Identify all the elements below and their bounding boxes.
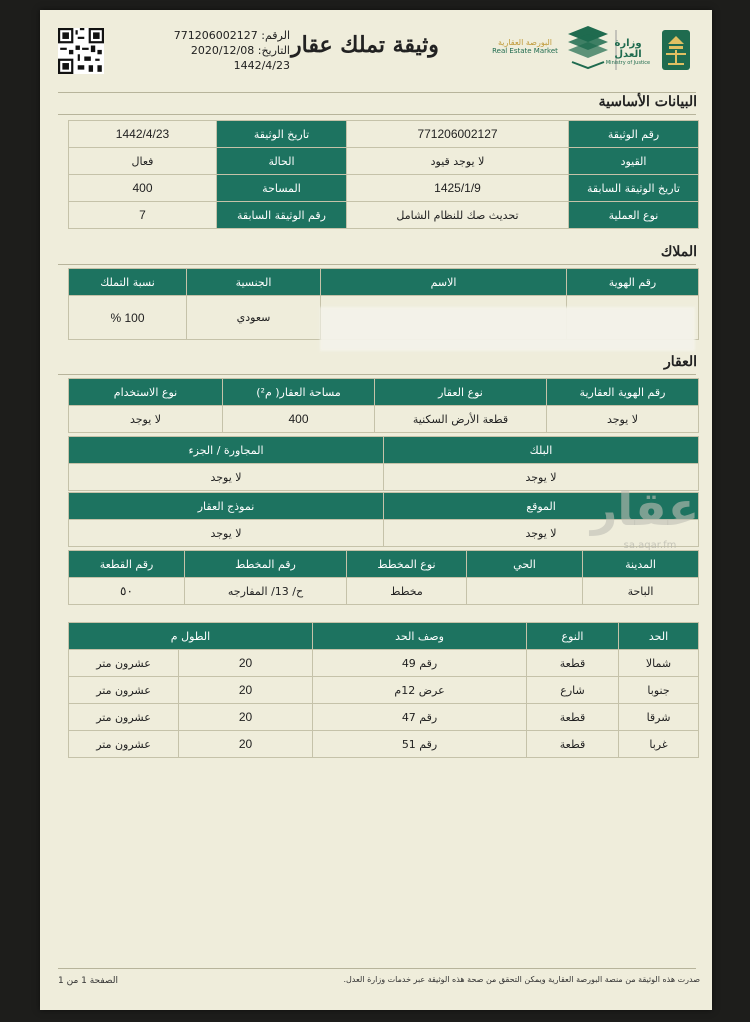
value-cell: ٥٠ xyxy=(69,578,185,605)
column-header: الاسم xyxy=(321,269,567,296)
column-header: نوع المخطط xyxy=(347,551,467,578)
value-cell: 400 xyxy=(223,406,375,433)
column-header: رقم المخطط xyxy=(185,551,347,578)
column-header: النوع xyxy=(527,623,619,650)
document-page xyxy=(40,10,712,1010)
column-header: البلك xyxy=(384,437,699,464)
label-cell: المساحة xyxy=(217,175,347,202)
column-header: وصف الحد xyxy=(313,623,527,650)
column-header: الجنسية xyxy=(187,269,321,296)
value-cell: لا يوجد xyxy=(69,464,384,491)
table-row xyxy=(69,731,699,758)
table-header-row xyxy=(69,623,699,650)
column-header: مساحة العقار( م²) xyxy=(223,379,375,406)
document-meta xyxy=(140,28,290,73)
column-header: الحي xyxy=(467,551,583,578)
value-cell: 400 xyxy=(69,175,217,202)
table-row xyxy=(69,650,699,677)
label-cell: رقم الوثيقة السابقة xyxy=(217,202,347,229)
value-cell: لا يوجد xyxy=(69,406,223,433)
description-cell: رقم 47 xyxy=(313,704,527,731)
table-row xyxy=(69,677,699,704)
label-cell: الحالة xyxy=(217,148,347,175)
gregorian-date: 2020/12/08 xyxy=(190,44,255,57)
divider xyxy=(58,114,696,115)
value-cell: الباحة xyxy=(583,578,699,605)
table-row xyxy=(69,175,699,202)
column-header: الحد xyxy=(619,623,699,650)
type-cell: قطعة xyxy=(527,731,619,758)
table-row xyxy=(69,202,699,229)
column-header: الموقع xyxy=(384,493,699,520)
table-row xyxy=(69,704,699,731)
qr-code-icon xyxy=(58,28,104,74)
label-cell: تاريخ الوثيقة xyxy=(217,121,347,148)
direction-cell: جنوبا xyxy=(619,677,699,704)
table-header-row xyxy=(69,379,699,406)
property-section-title: العقار xyxy=(663,354,697,370)
bounds-table xyxy=(68,622,699,758)
column-header: نوع العقار xyxy=(375,379,547,406)
divider xyxy=(58,374,696,375)
document-title: وثيقة تملك عقار xyxy=(291,32,439,58)
type-cell: قطعة xyxy=(527,704,619,731)
nationality-cell: سعودي xyxy=(187,296,321,340)
hijri-date: 1442/4/23 xyxy=(233,59,290,72)
length-cell: 20 xyxy=(179,677,313,704)
column-header: المجاورة / الجزء xyxy=(69,437,384,464)
column-header: رقم الهوية العقارية xyxy=(547,379,699,406)
ministry-of-justice-name: وزارة العدل Ministry of Justice xyxy=(605,38,651,66)
column-header: نسبة التملك xyxy=(69,269,187,296)
ownership-cell: 100 % xyxy=(69,296,187,340)
doc-number-label: الرقم: xyxy=(261,29,290,42)
divider xyxy=(58,968,696,969)
table-header-row xyxy=(69,437,699,464)
description-cell: رقم 51 xyxy=(313,731,527,758)
length-cell: 20 xyxy=(179,650,313,677)
value-cell: فعال xyxy=(69,148,217,175)
table-row xyxy=(69,406,699,433)
table-row xyxy=(69,121,699,148)
length-cell: 20 xyxy=(179,704,313,731)
column-header: نموذج العقار xyxy=(69,493,384,520)
basic-data-table xyxy=(68,120,699,229)
label-cell: تاريخ الوثيقة السابقة xyxy=(569,175,699,202)
real-estate-market-name: البورصة العقارية Real Estate Market xyxy=(492,38,558,55)
value-cell: مخطط xyxy=(347,578,467,605)
table-row xyxy=(69,578,699,605)
owners-section-title: الملاك xyxy=(660,244,697,260)
redaction-overlay xyxy=(320,307,695,351)
property-table-1 xyxy=(68,378,699,433)
length-words-cell: عشرون متر xyxy=(69,704,179,731)
type-cell: قطعة xyxy=(527,650,619,677)
value-cell: تحديث صك للنظام الشامل xyxy=(347,202,569,229)
value-cell xyxy=(467,578,583,605)
value-cell: 771206002127 xyxy=(347,121,569,148)
value-cell: ح/ 13/ المفارجه xyxy=(185,578,347,605)
divider xyxy=(58,264,696,265)
description-cell: عرض 12م xyxy=(313,677,527,704)
date-label: التاريخ: xyxy=(257,44,290,57)
watermark-logo: عقار xyxy=(590,482,700,536)
divider xyxy=(58,92,696,93)
value-cell: 1442/4/23 xyxy=(69,121,217,148)
label-cell: القيود xyxy=(569,148,699,175)
value-cell: قطعة الأرض السكنية xyxy=(375,406,547,433)
column-header: الطول م xyxy=(69,623,313,650)
value-cell: لا يوجد قيود xyxy=(347,148,569,175)
label-cell: رقم الوثيقة xyxy=(569,121,699,148)
length-words-cell: عشرون متر xyxy=(69,731,179,758)
description-cell: رقم 49 xyxy=(313,650,527,677)
length-words-cell: عشرون متر xyxy=(69,677,179,704)
direction-cell: شرقا xyxy=(619,704,699,731)
column-header: رقم القطعة xyxy=(69,551,185,578)
column-header: المدينة xyxy=(583,551,699,578)
watermark-site: sa.aqar.fm xyxy=(623,540,677,551)
length-cell: 20 xyxy=(179,731,313,758)
direction-cell: غربا xyxy=(619,731,699,758)
column-header: نوع الاستخدام xyxy=(69,379,223,406)
table-row xyxy=(69,148,699,175)
basic-section-title: البيانات الأساسية xyxy=(598,94,697,110)
value-cell: 7 xyxy=(69,202,217,229)
value-cell: لا يوجد xyxy=(384,464,699,491)
table-header-row xyxy=(69,269,699,296)
value-cell: لا يوجد xyxy=(547,406,699,433)
label-cell: نوع العملية xyxy=(569,202,699,229)
value-cell: لا يوجد xyxy=(384,520,699,547)
doc-number: 771206002127 xyxy=(173,29,258,42)
direction-cell: شمالا xyxy=(619,650,699,677)
value-cell: 1425/1/9 xyxy=(347,175,569,202)
footer-note: صدرت هذه الوثيقة من منصة البورصة العقارية ويمكن التحقق من صحة هذه الوثيقة عبر خدمات وزارة العدل. xyxy=(343,975,700,984)
type-cell: شارع xyxy=(527,677,619,704)
ministry-of-justice-emblem-icon xyxy=(662,30,690,70)
value-cell: لا يوجد xyxy=(69,520,384,547)
column-header: رقم الهوية xyxy=(567,269,699,296)
length-words-cell: عشرون متر xyxy=(69,650,179,677)
page-number: الصفحة 1 من 1 xyxy=(58,976,118,986)
